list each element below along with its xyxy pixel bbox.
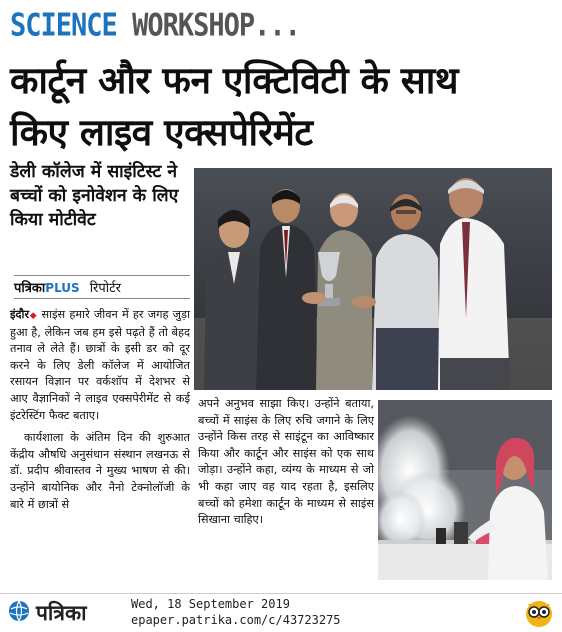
- article-paragraph-3: अपने अनुभव साझा किए। उन्होंने बताया, बच्चों में साइंस के लिए रुचि जगाने के लिए उन्होंने किस तरह से साइंटून का आविष्कार किया और कार्टून और साइंस को एक साथ जोड़ा। उन्होंने कहा, व्यंग्य के माध्यम से जो भी कहा जाए वह याद रहता है, इसलिए बच्चों को हमेशा कार्टून के माध्यम से साइंस सिखाना चाहिए।: [198, 397, 374, 527]
- reporter-brand: पत्रिकाPLUS: [14, 281, 80, 296]
- headline: [10, 55, 555, 159]
- footer-date: Wed, 18 September 2019: [131, 597, 290, 611]
- headline-line-2: किए लाइव एक्सपेरिमेंट: [10, 111, 313, 154]
- article-column-2: [198, 396, 374, 535]
- article-text-2: कार्यशाला के अंतिम दिन की शुरुआत केंद्रीय औषधि अनुसंधान संस्थान लखनऊ से डॉ. प्रदीप श्रीवास्तव ने मुख्य भाषण से की। उन्होंने बायोनिक और नैनो टेक्नोलॉजी के बारे में छात्रों से: [10, 431, 190, 511]
- subheadline: डेली कॉलेज में साइंटिस्ट ने बच्चों को इनोवेशन के लिए किया मोटीवेट: [10, 162, 179, 230]
- article-paragraph-1: [10, 307, 190, 424]
- footer-divider: [0, 593, 562, 594]
- diamond-icon: ◆: [29, 311, 38, 321]
- reporter-byline: [14, 275, 190, 299]
- footer-logo: [8, 599, 87, 627]
- kicker-science: SCIENCE: [10, 8, 117, 44]
- footer-meta: [131, 596, 341, 628]
- dateline: इंदौर: [10, 308, 30, 321]
- photo-award-ceremony: [194, 168, 552, 390]
- reporter-role: रिपोर्टर: [89, 281, 121, 296]
- footer-url[interactable]: epaper.patrika.com/c/43723275: [131, 613, 341, 627]
- kicker-workshop: WORKSHOP...: [132, 8, 300, 44]
- headline-line-1: कार्टून और फन एक्टिविटी के साथ: [10, 59, 459, 102]
- article-column-1: [10, 307, 190, 519]
- section-kicker: [10, 8, 300, 44]
- photo-live-experiment: [378, 400, 552, 580]
- footer-brand: पत्रिका: [36, 601, 87, 625]
- reporter-plus: PLUS: [45, 281, 80, 295]
- patrika-globe-icon: [8, 600, 30, 626]
- article-paragraph-2: [10, 430, 190, 513]
- article-text-1: साइंस हमारे जीवन में हर जगह जुड़ा हुआ है, लेकिन जब हम इसे पढ़ते हैं तो बेहद तनाव ले लेते हैं। छात्रों के इसी डर को दूर करने के लिए डेली कॉलेज में आयोजित रसायन विज्ञान पर वर्कशॉप में देशभर से आए वैज्ञानिकों ने लाइव एक्सपेरीमेंट से कई इंटरेस्टिंग फैक्ट बताए।: [10, 308, 191, 422]
- owl-mascot-icon: [524, 596, 554, 632]
